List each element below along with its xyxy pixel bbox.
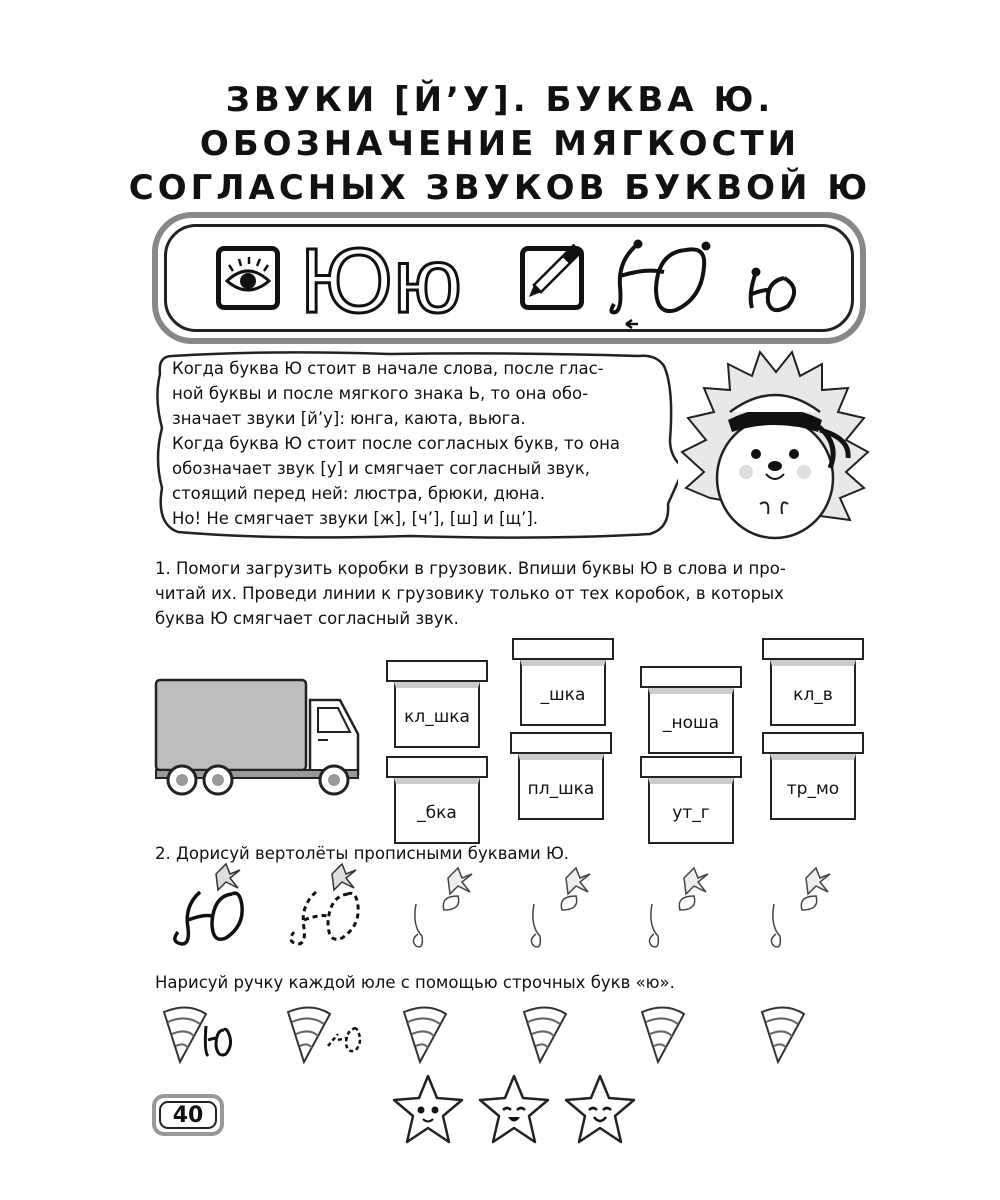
printed-letters-yu: Юю xyxy=(300,230,462,332)
truck-illustration xyxy=(152,676,364,800)
box-word[interactable]: _ноша xyxy=(648,688,734,754)
word-box xyxy=(386,756,488,844)
word-box xyxy=(512,638,614,726)
task1-line-1: 1. Помоги загрузить коробки в грузовик. Впиши буквы Ю в слова и про- xyxy=(155,559,786,578)
helicopter-blank[interactable] xyxy=(636,866,716,952)
eye-icon xyxy=(216,246,280,310)
word-box xyxy=(762,638,864,726)
word-box xyxy=(510,732,612,820)
box-word[interactable]: кл_в xyxy=(770,660,856,726)
spinning-top-blank[interactable] xyxy=(756,1004,826,1066)
word-box xyxy=(762,732,864,820)
task1-line-3: буква Ю смягчает согласный звук. xyxy=(155,609,459,628)
task3-instruction: Нарисуй ручку каждой юле с помощью строчных букв «ю». xyxy=(155,973,675,992)
box-word[interactable]: ут_г xyxy=(648,778,734,844)
word-box xyxy=(386,660,488,748)
rule-line-7: Но! Не смягчает звуки [ж], [ч’], [ш] и [щ’]. xyxy=(172,509,539,528)
spinning-top-blank[interactable] xyxy=(398,1004,468,1066)
page-title-line-3: СОГЛАСНЫХ ЗВУКОВ БУКВОЙ Ю xyxy=(128,168,872,208)
rule-line-6: стоящий перед ней: люстра, брюки, дюна. xyxy=(172,484,545,503)
page-title-line-2: ОБОЗНАЧЕНИЕ МЯГКОСТИ xyxy=(199,124,801,164)
helicopter-sample xyxy=(160,862,250,952)
word-box xyxy=(640,756,742,844)
box-word[interactable]: пл_шка xyxy=(518,754,604,820)
spinning-top-traced[interactable] xyxy=(282,1004,372,1066)
task1-line-2: читай их. Проведи линии к грузовику только от тех коробок, в которых xyxy=(155,584,784,603)
rule-line-4: Когда буква Ю стоит после согласных букв, то она xyxy=(172,434,620,453)
task2-instruction: 2. Дорисуй вертолёты прописными буквами Ю. xyxy=(155,844,569,863)
rule-line-2: ной буквы и после мягкого знака Ь, то она обо- xyxy=(172,384,589,403)
smiling-stars-decoration xyxy=(390,1072,640,1148)
helicopter-traced[interactable] xyxy=(276,862,366,952)
spinning-top-blank[interactable] xyxy=(518,1004,588,1066)
helicopter-blank[interactable] xyxy=(518,866,598,952)
box-word[interactable]: _шка xyxy=(520,660,606,726)
sample-letter-text xyxy=(0,0,1,1)
cursive-letters-yu xyxy=(606,232,816,332)
spinning-top-blank[interactable] xyxy=(636,1004,706,1066)
word-box xyxy=(640,666,742,754)
helicopter-blank[interactable] xyxy=(758,866,838,952)
rule-line-1: Когда буква Ю стоит в начале слова, после глас- xyxy=(172,359,604,378)
box-word[interactable]: тр_мо xyxy=(770,754,856,820)
spinning-top-sample xyxy=(158,1004,248,1066)
box-word[interactable]: кл_шка xyxy=(394,682,480,748)
rule-line-3: значает звуки [й’у]: юнга, каюта, вьюга. xyxy=(172,409,526,428)
page-number: 40 xyxy=(159,1101,217,1129)
hedgehog-sailor-illustration xyxy=(680,348,870,548)
page-number-badge xyxy=(152,1094,224,1136)
pen-icon xyxy=(520,246,584,310)
page-title-line-1: ЗВУКИ [Й’У]. БУКВА Ю. xyxy=(225,80,775,120)
helicopter-blank[interactable] xyxy=(400,866,480,952)
rule-line-5: обозначает звук [у] и смягчает согласный звук, xyxy=(172,459,591,478)
box-word[interactable]: _бка xyxy=(394,778,480,844)
